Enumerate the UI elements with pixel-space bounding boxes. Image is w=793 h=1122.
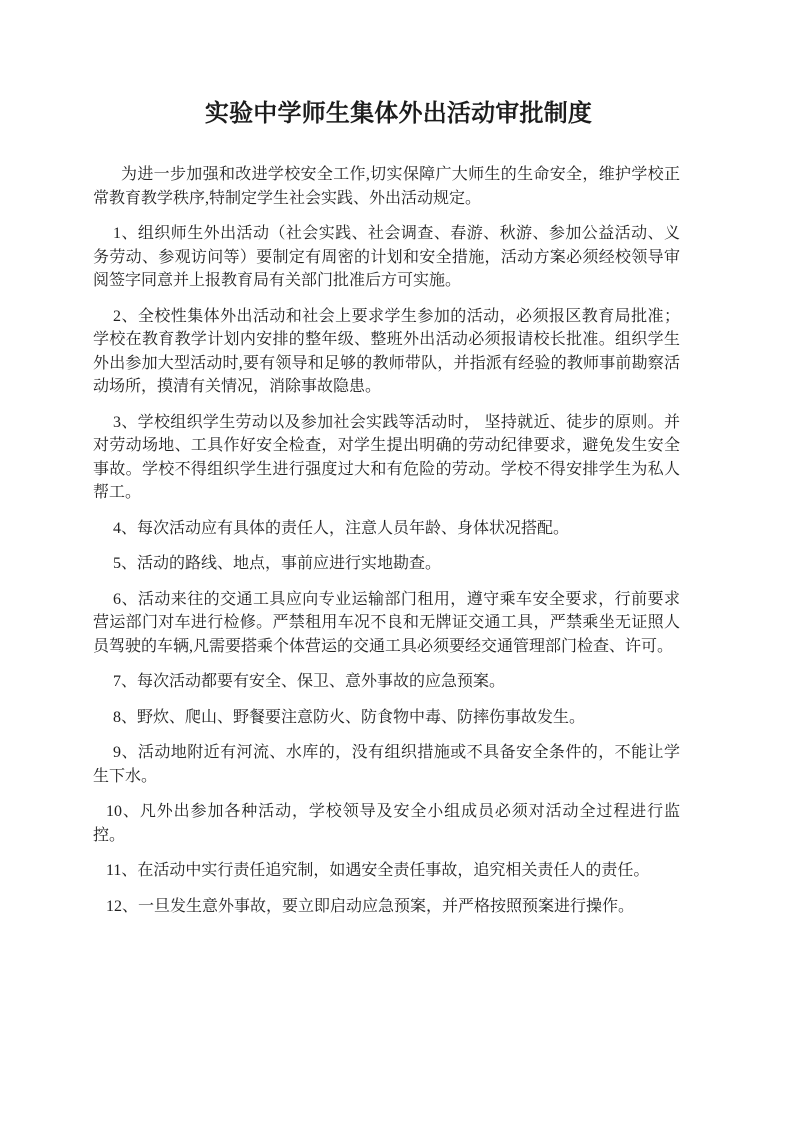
rule-item-1: 1、组织师生外出活动（社会实践、社会调查、春游、秋游、参加公益活动、义务劳动、参观访问等）要制定有周密的计划和安全措施，活动方案必须经校领导审阅签字同意并上报教育局有关部门批准后方可实施。 (93, 225, 680, 289)
rule-item-4: 4、每次活动应有具体的责任人，注意人员年龄、身体状况搭配。 (113, 519, 570, 537)
rule-item-5: 5、活动的路线、地点，事前应进行实地勘查。 (113, 555, 442, 572)
rule-item-12: 12、一旦发生意外事故，要立即启动应急预案，并严格按照预案进行操作。 (106, 897, 635, 915)
rule-item-6: 6、活动来往的交通工具应向专业运输部门租用，遵守乘车安全要求，行前要求营运部门对车进行检修。严禁租用车况不良和无牌证交通工具，严禁乘坐无证照人员驾驶的车辆,凡需要搭乘个体营运的交通工具必须要经交通管理部门检查、许可。 (93, 590, 680, 655)
rule-item-7: 7、每次活动都要有安全、保卫、意外事故的应急预案。 (113, 673, 506, 690)
intro-paragraph: 为进一步加强和改进学校安全工作,切实保障广大师生的生命安全，维护学校正常教育教学秩序,特制定学生社会实践、外出活动规定。 (93, 166, 680, 207)
rule-item-9: 9、活动地附近有河流、水库的，没有组织措施或不具备安全条件的，不能让学生下水。 (93, 744, 680, 785)
rule-item-3: 3、学校组织学生劳动以及参加社会实践等活动时， 坚持就近、徒步的原则。并对劳动场地、工具作好安全检查，对学生提出明确的劳动纪律要求，避免发生安全事故。学校不得组织学生进行强度过大和有危险的劳动。学校不得安排学生为私人帮工。 (93, 413, 680, 501)
document-title: 实验中学师生集体外出活动审批制度 (204, 101, 593, 127)
rule-item-2: 2、全校性集体外出活动和社会上要求学生参加的活动，必须报区教育局批准；学校在教育教学计划内安排的整年级、整班外出活动必须报请校长批准。组织学生外出参加大型活动时,要有领导和足够的教师带队，并指派有经验的教师事前勘察活动场所，摸清有关情况，消除事故隐患。 (93, 307, 680, 395)
rule-item-11: 11、在活动中实行责任追究制，如遇安全责任事故，追究相关责任人的责任。 (106, 862, 650, 879)
rule-item-8: 8、野炊、爬山、野餐要注意防火、防食物中毒、防摔伤事故发生。 (113, 708, 586, 726)
rule-item-10: 10、凡外出参加各种活动，学校领导及安全小组成员必须对活动全过程进行监控。 (93, 803, 680, 844)
